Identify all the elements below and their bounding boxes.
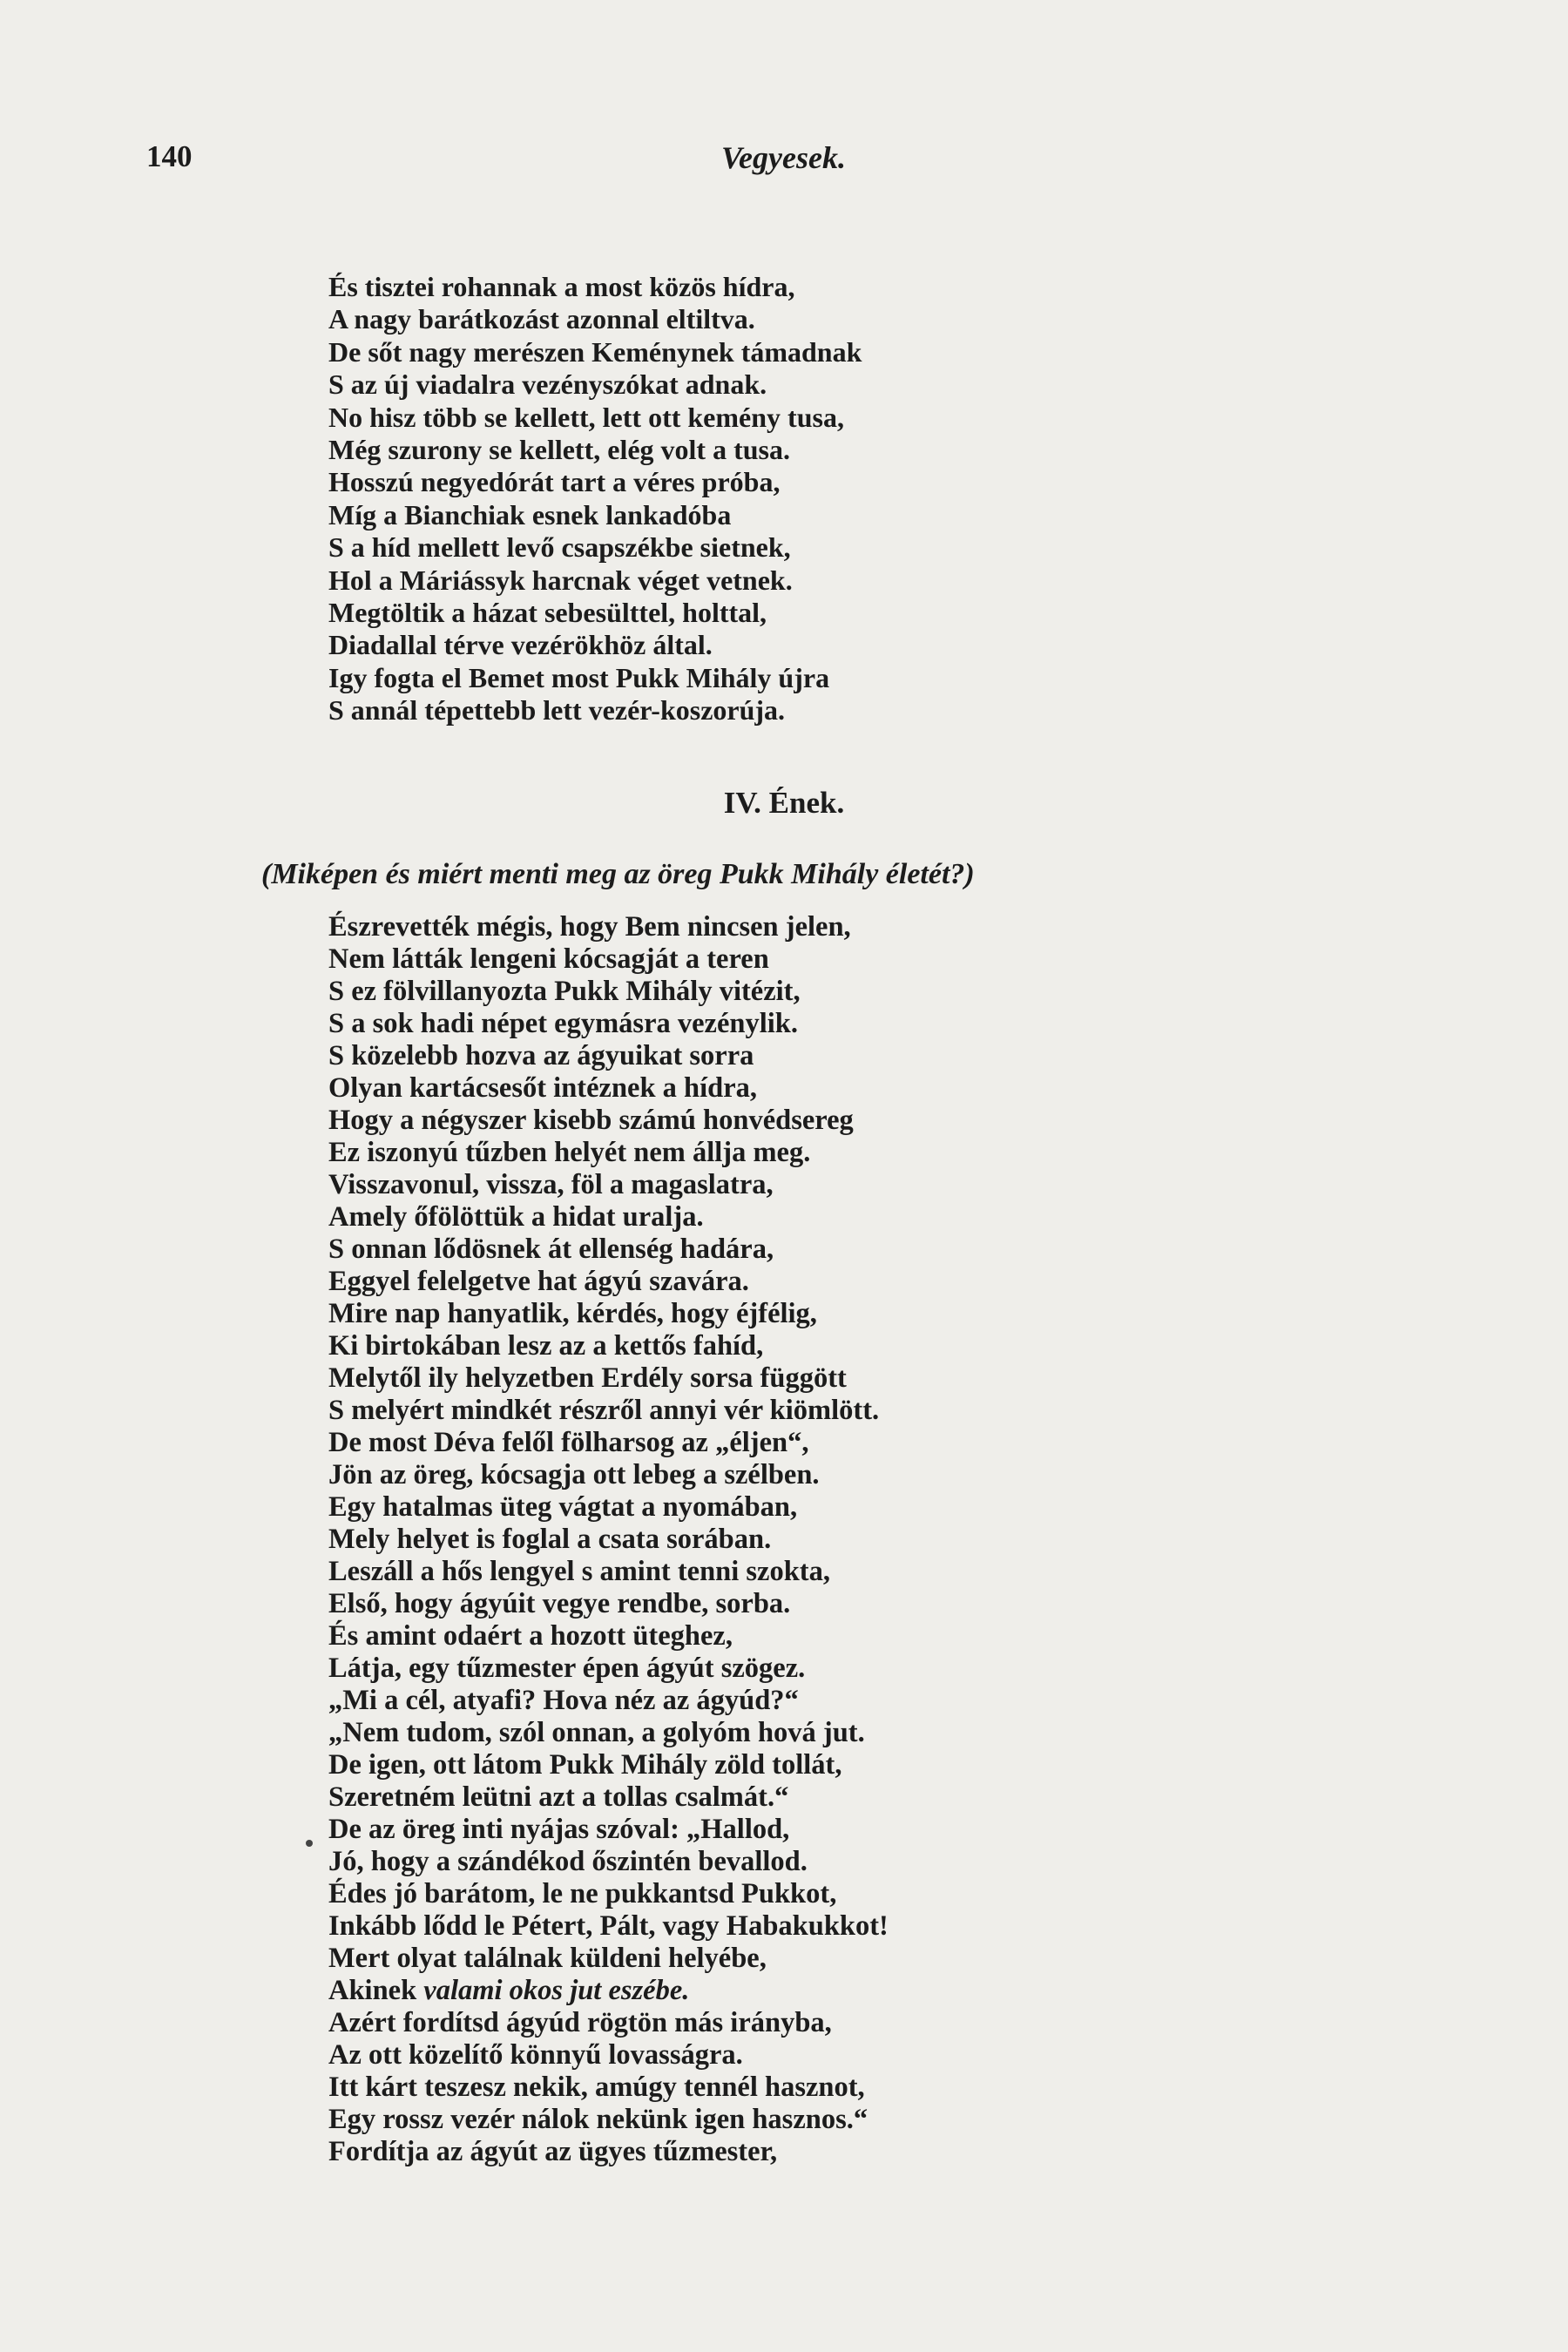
section-heading: IV. Ének. [723,786,845,820]
poem-line: Egy rossz vezér nálok nekünk igen hasznos.“ [328,2104,868,2135]
poem-line: Inkább lődd le Pétert, Pált, vagy Habakukkot! [328,1910,889,1942]
page-number: 140 [146,139,193,173]
poem-line: Míg a Bianchiak esnek lankadóba [328,498,732,531]
running-title: Vegyesek. [721,140,846,175]
poem-line: Amely őfölöttük a hidat uralja. [328,1201,704,1233]
poem-line: A nagy barátkozást azonnal eltiltva. [328,303,755,335]
poem-line: Diadallal térve vezérökhöz által. [328,629,713,661]
poem-line: Első, hogy ágyúit vegye rendbe, sorba. [328,1588,791,1619]
poem-line: Fordítja az ágyút az ügyes tűzmester, [328,2136,778,2167]
poem-line: Olyan kartácsesőt intéznek a hídra, [328,1072,758,1104]
poem-line: S annál tépettebb lett vezér-koszorúja. [328,694,786,727]
poem-line: S közelebb hozva az ágyuikat sorra [328,1040,754,1071]
poem-line: Az ott közelítő könnyű lovasságra. [328,2039,743,2071]
poem-line: Azért fordítsd ágyúd rögtön más irányba, [328,2007,832,2038]
poem-line: Látja, egy tűzmester épen ágyút szögez. [328,1652,806,1684]
poem-line-italic-phrase: valami okos jut eszébe. [423,1975,690,2006]
poem-line: S melyért mindkét részről annyi vér kiömlött. [328,1395,880,1426]
poem-line-with-italic [328,1975,1374,2007]
poem-line: S ez fölvillanyozta Pukk Mihály vitézit, [328,976,801,1007]
poem-line: S onnan lődösnek át ellenség hadára, [328,1233,774,1265]
poem-line: De az öreg inti nyájas szóval: „Hallod, [328,1814,790,1845]
section-subtitle: (Miképen és miért menti meg az öreg Pukk Mihály életét?) [261,858,975,890]
poem-line: S a sok hadi népet egymásra vezénylik. [328,1008,798,1039]
poem-line: Nem látták lengeni kócsagját a teren [328,943,769,975]
poem-line: De sőt nagy merészen Keménynek támadnak [328,335,862,368]
page-header [0,139,1568,183]
poem-line: Megtöltik a házat sebesülttel, holttal, [328,596,767,628]
poem-line: Jó, hogy a szándékod őszintén bevallod. [328,1846,808,1877]
poem-stanza-2 [328,911,1374,2168]
margin-dot-mark [306,1840,313,1847]
poem-line: De most Déva felől fölharsog az „éljen“, [328,1427,809,1458]
poem-line: Leszáll a hős lengyel s amint tenni szokta, [328,1556,830,1587]
poem-stanza-1 [328,271,1374,727]
poem-line: Itt kárt teszesz nekik, amúgy tennél hasznot, [328,2072,865,2103]
poem-line: Melytől ily helyzetben Erdély sorsa függött [328,1362,847,1394]
poem-line: Egy hatalmas üteg vágtat a nyomában, [328,1491,798,1523]
poem-line: Igy fogta el Bemet most Pukk Mihály újra [328,661,830,693]
poem-line: Eggyel felelgetve hat ágyú szavára. [328,1266,749,1297]
poem-line: Visszavonul, vissza, föl a magaslatra, [328,1169,774,1200]
poem-line: De igen, ott látom Pukk Mihály zöld tollát, [328,1749,842,1781]
poem-line: Ki birtokában lesz az a kettős fahíd, [328,1330,764,1362]
poem-line: Mert olyat találnak küldeni helyébe, [328,1943,767,1974]
poem-line: Hol a Máriássyk harcnak véget vetnek. [328,564,793,596]
poem-line-start: Akinek [328,1975,424,2006]
poem-line: „Nem tudom, szól onnan, a golyóm hová jut. [328,1717,865,1748]
poem-line: Szeretném leütni azt a tollas csalmát.“ [328,1781,789,1813]
poem-line: S a híd mellett levő csapszékbe sietnek, [328,531,791,564]
poem-line: „Mi a cél, atyafi? Hova néz az ágyúd?“ [328,1685,799,1716]
poem-line: S az új viadalra vezényszókat adnak. [328,368,767,401]
poem-line: Még szurony se kellett, elég volt a tusa. [328,433,790,465]
poem-line: Észrevették mégis, hogy Bem nincsen jelen, [328,911,851,943]
poem-line: Ez iszonyú tűzben helyét nem állja meg. [328,1137,811,1168]
poem-line: És tisztei rohannak a most közös hídra, [328,271,795,302]
poem-line: Jön az öreg, kócsagja ott lebeg a szélben. [328,1459,820,1490]
poem-line: Édes jó barátom, le ne pukkantsd Pukkot, [328,1878,837,1909]
poem-line: Hogy a négyszer kisebb számú honvédsereg [328,1105,854,1136]
poem-line: És amint odaért a hozott üteghez, [328,1620,733,1652]
poem-line: Hosszú negyedórát tart a véres próba, [328,466,781,498]
poem-line: Mire nap hanyatlik, kérdés, hogy éjfélig, [328,1298,817,1329]
poem-line: Mely helyet is foglal a csata sorában. [328,1524,772,1555]
poem-line: No hisz több se kellett, lett ott kemény tusa, [328,401,844,433]
